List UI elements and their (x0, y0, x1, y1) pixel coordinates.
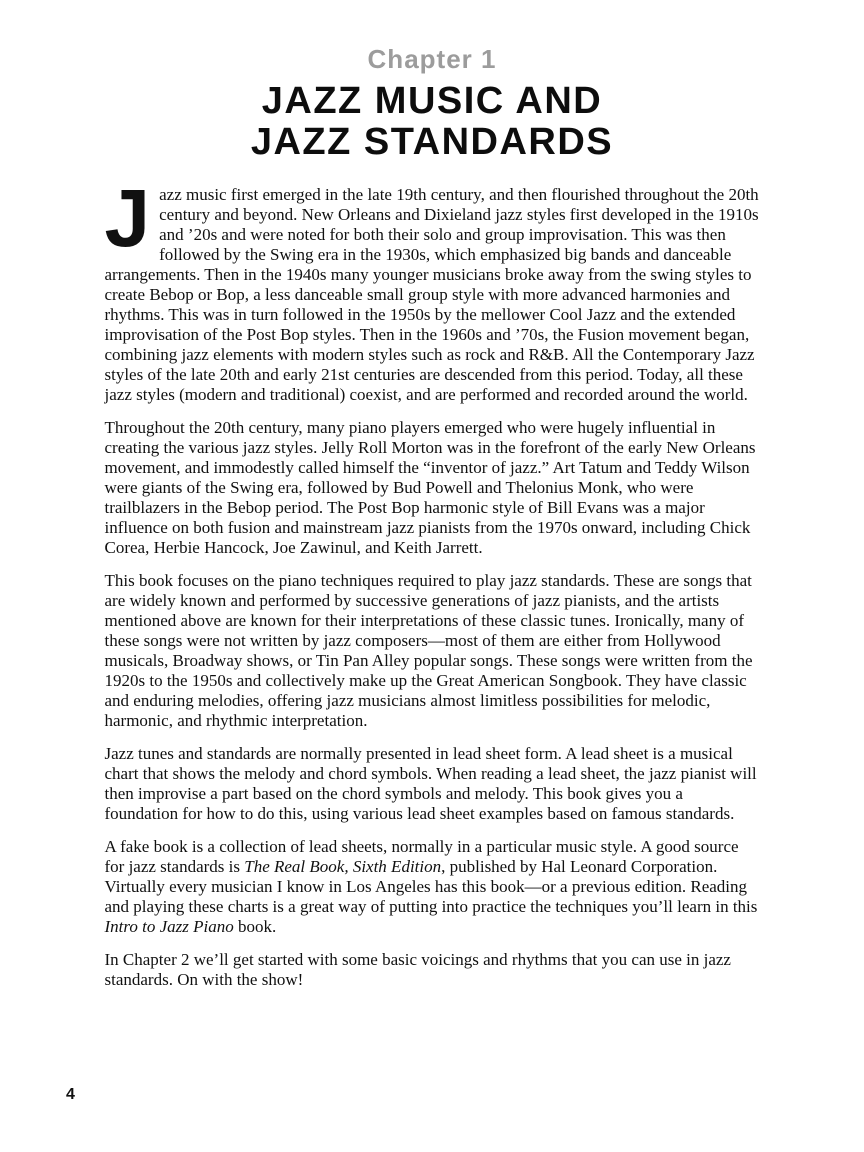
page-title (0, 81, 864, 163)
paragraph-2: Throughout the 20th century, many piano players emerged who were hugely influential in creating the various jazz styles. Jelly Roll Morton was in the forefront of the early New Orleans movement, and immodestly called himself the “inventor of jazz.” Art Tatum and Teddy Wilson were giants of the Swing era, followed by Bud Powell and Thelonius Monk, who were trailblazers in the Bebop period. The Post Bop harmonic style of Bill Evans was a major influence on both fusion and mainstream jazz pianists from the 1970s onward, including Chick Corea, Herbie Hancock, Joe Zawinul, and Keith Jarrett. (104, 418, 756, 557)
paragraph-1 (104, 173, 760, 405)
paragraph-4: Jazz tunes and standards are normally presented in lead sheet form. A lead sheet is a musical chart that shows the melody and chord symbols. When reading a lead sheet, the jazz pianist will then improvise a part based on the chord symbols and melody. This book gives you a foundation for how to do this, using various lead sheet examples based on famous standards. (104, 744, 757, 823)
page-number: 4 (66, 1086, 75, 1103)
book-title-intro-to-jazz-piano: Intro to Jazz Piano (104, 917, 234, 936)
book-title-real-book: The Real Book, Sixth Edition (244, 857, 442, 876)
page-title-line-1: JAZZ MUSIC AND (261, 80, 603, 122)
body-text (104, 173, 760, 990)
paragraph-1-text: azz music first emerged in the late 19th century, and then flourished throughout the 20th century and beyond. New Orleans and Dixieland jazz styles first developed in the 1910s and ’20s and were noted for both their solo and group improvisation. This was then followed by the Swing era in the 1930s, which emphasized big bands and danceable arrangements. Then in the 1940s many younger musicians broke away from the swing styles to create Bebop or Bop, a less danceable small group style with more advanced harmonies and rhythms. This was in turn followed in the 1950s by the mellower Cool Jazz and the extended improvisation of the Post Bop styles. Then in the 1960s and ’70s, the Fusion movement began, combining jazz elements with modern styles such as rock and R&B. All the Contemporary Jazz styles of the late 20th and early 21st centuries are descended from this period. Today, all these jazz styles (modern and traditional) coexist, and are performed and recorded around the world. (104, 185, 759, 404)
drop-cap: J (104, 173, 151, 264)
page-title-line-2: JAZZ STANDARDS (250, 121, 614, 163)
chapter-label: Chapter 1 (367, 44, 497, 74)
paragraph-5 (105, 837, 760, 937)
paragraph-3: This book focuses on the piano techniques required to play jazz standards. These are songs that are widely known and performed by successive generations of jazz pianists, and the artists mentioned above are known for their interpretations of these classic tunes. Ironically, many of these songs were not written by jazz composers—most of them are either from Hollywood musicals, Broadway shows, or Tin Pan Alley popular songs. These songs were written from the 1920s to the 1950s and collectively make up the Great American Songbook. They have classic and enduring melodies, offering jazz musicians almost limitless possibilities for melodic, harmonic, and rhythmic interpretation. (104, 571, 753, 730)
paragraph-6: In Chapter 2 we’ll get started with some basic voicings and rhythms that you can use in jazz standards. On with the show! (104, 950, 731, 989)
paragraph-5-text: A fake book is a collection of lead sheets, normally in a particular music style. A good source for jazz standards is (104, 837, 739, 876)
paragraph-5-text: , published by Hal Leonard Corporation. Virtually every musician I know in Los Angeles has this book—or a previous edition. Reading and playing these charts is a great way of putting into practice the techniques you’ll learn in this (104, 857, 758, 916)
paragraph-5-text: book. (233, 917, 277, 936)
